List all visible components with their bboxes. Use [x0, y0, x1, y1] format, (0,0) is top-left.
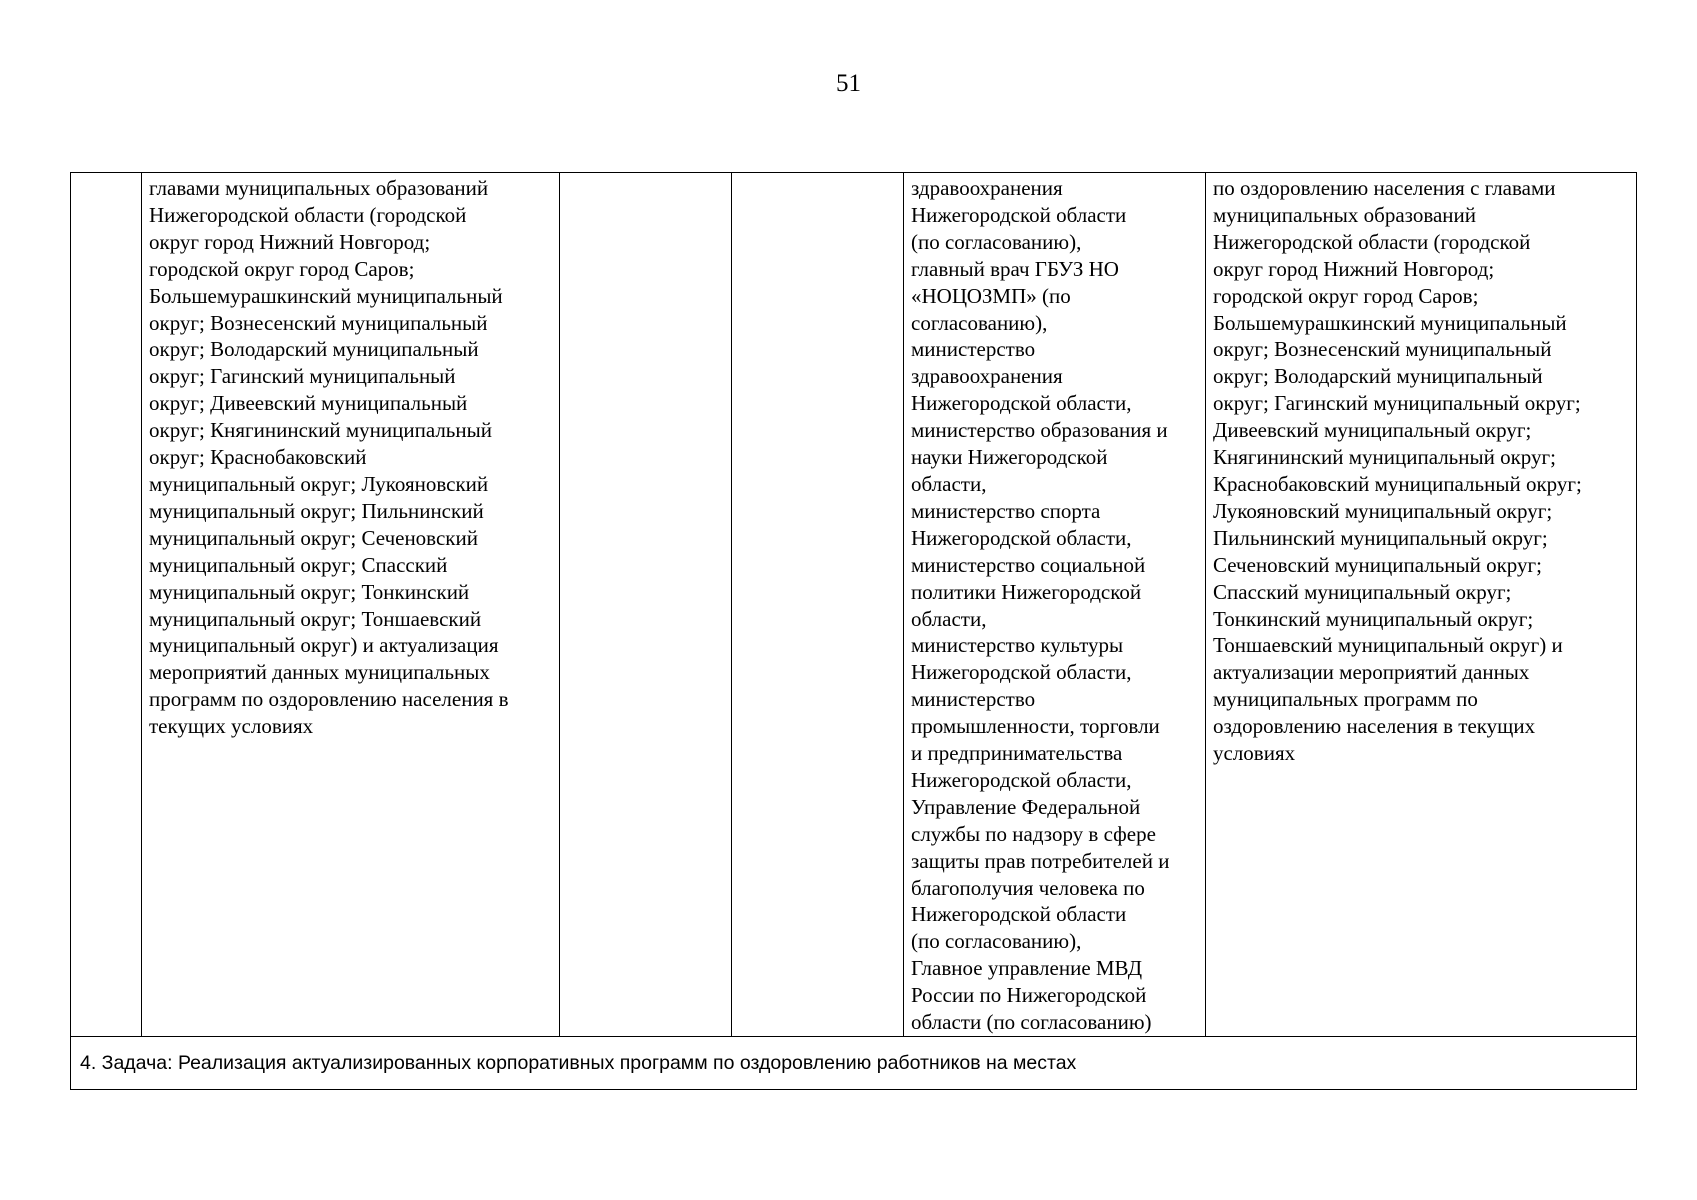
- task-heading: 4. Задача: Реализация актуализированных корпоративных программ по оздоровлению работников на местах: [71, 1037, 1637, 1090]
- row-number-cell: [71, 173, 142, 1037]
- deadline-cell: [560, 173, 732, 1037]
- page-number: 51: [836, 70, 861, 97]
- table-row: [71, 173, 1637, 1037]
- funding-cell: [732, 173, 904, 1037]
- responsible-executors-cell: здравоохранения Нижегородской области (по согласованию), главный врач ГБУЗ НО «НОЦОЗМП» (по согласованию), министерство здравоохранения Нижегородской области, министерство образования и науки Нижегородской области, министерство спорта Нижегородской области, министерство социальной политики Нижегородской области, министерство культуры Нижегородской области, министерство промышленности, торговли и предпринимательства Нижегородской области, Управление Федеральной службы по надзору в сфере защиты прав потребителей и благополучия человека по Нижегородской области (по согласованию), Главное управление МВД России по Нижегородской области (по согласованию): [904, 173, 1206, 1037]
- expected-result-cell: по оздоровлению населения с главами муниципальных образований Нижегородской области (городской округ город Нижний Новгород; городской округ город Саров; Большемурашкинский муниципальный округ; Вознесенский муниципальный округ; Володарский муниципальный округ; Гагинский муниципальный округ; Дивеевский муниципальный округ; Княгининский муниципальный округ; Краснобаковский муниципальный округ; Лукояновский муниципальный округ; Пильнинский муниципальный округ; Сеченовский муниципальный округ; Спасский муниципальный округ; Тонкинский муниципальный округ; Тоншаевский муниципальный округ) и актуализации мероприятий данных муниципальных программ по оздоровлению населения в текущих условиях: [1206, 173, 1637, 1037]
- measure-description-cell: главами муниципальных образований Нижегородской области (городской округ город Нижний Новгород; городской округ город Саров; Большемурашкинский муниципальный округ; Вознесенский муниципальный округ; Володарский муниципальный округ; Гагинский муниципальный округ; Дивеевский муниципальный округ; Княгининский муниципальный округ; Краснобаковский муниципальный округ; Лукояновский муниципальный округ; Пильнинский муниципальный округ; Сеченовский муниципальный округ; Спасский муниципальный округ; Тонкинский муниципальный округ; Тоншаевский муниципальный округ) и актуализация мероприятий данных муниципальных программ по оздоровлению населения в текущих условиях: [142, 173, 560, 1037]
- task-heading-row: [71, 1037, 1637, 1090]
- measures-table: [70, 172, 1637, 1090]
